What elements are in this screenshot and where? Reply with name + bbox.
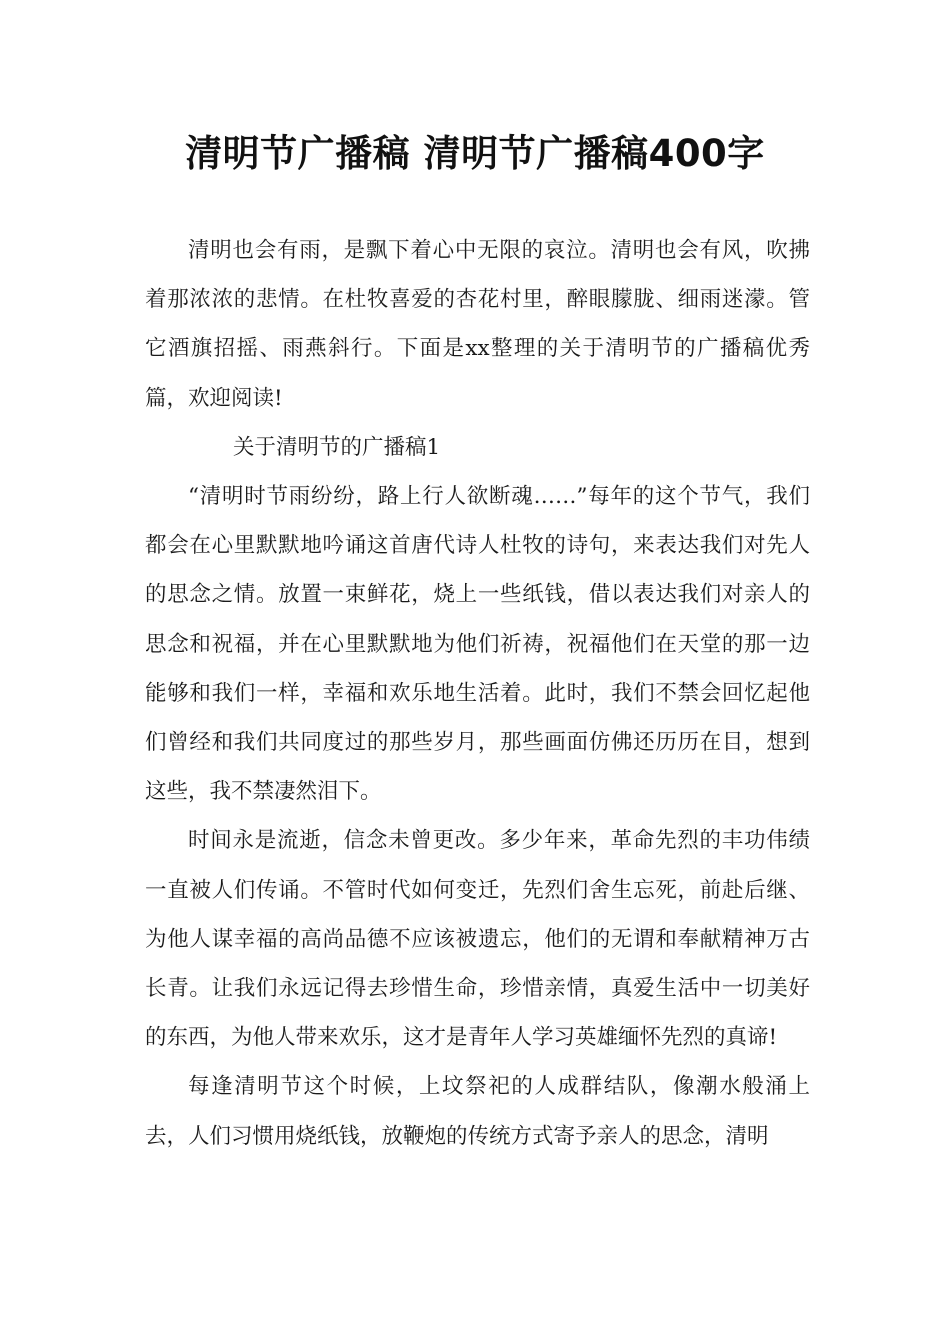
document-body bbox=[145, 226, 810, 1161]
body-paragraph-3: 每逢清明节这个时候，上坟祭祀的人成群结队，像潮水般涌上去，人们习惯用烧纸钱，放鞭炮的传统方式寄予亲人的思念，清明 bbox=[145, 1074, 810, 1149]
section-heading: 关于清明节的广播稿1 bbox=[233, 434, 441, 460]
body-paragraph-1: “清明时节雨纷纷，路上行人欲断魂……”每年的这个节气，我们都会在心里默默地吟诵这首唐代诗人杜牧的诗句，来表达我们对先人的思念之情。放置一束鲜花，烧上一些纸钱，借以表达我们对亲人的思念和祝福，并在心里默默地为他们祈祷，祝福他们在天堂的那一边能够和我们一样，幸福和欢乐地生活着。此时，我们不禁会回忆起他们曾经和我们共同度过的那些岁月，那些画面仿佛还历历在目，想到这些，我不禁凄然泪下。 bbox=[145, 484, 810, 805]
intro-paragraph: 清明也会有雨，是飘下着心中无限的哀泣。清明也会有风，吹拂着那浓浓的悲情。在杜牧喜爱的杏花村里，醉眼朦胧、细雨迷濛。管它酒旗招摇、雨燕斜行。下面是xx整理的关于清明节的广播稿优秀篇，欢迎阅读! bbox=[145, 238, 810, 411]
body-paragraph-2: 时间永是流逝，信念未曾更改。多少年来，革命先烈的丰功伟绩一直被人们传诵。不管时代如何变迁，先烈们舍生忘死，前赴后继、为他人谋幸福的高尚品德不应该被遗忘，他们的无谓和奉献精神万古长青。让我们永远记得去珍惜生命，珍惜亲情，真爱生活中一切美好的东西，为他人带来欢乐，这才是青年人学习英雄缅怀先烈的真谛! bbox=[145, 828, 810, 1051]
document-title: 清明节广播稿 清明节广播稿400字 bbox=[185, 132, 765, 175]
